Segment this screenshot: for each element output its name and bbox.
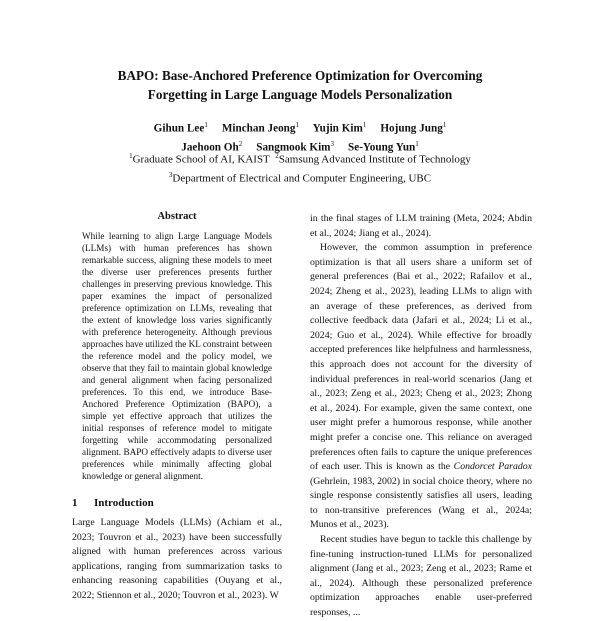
intro-paragraph-2 [310, 241, 532, 533]
affil-mark: 2 [275, 152, 279, 160]
abstract-text: While learning to align Large Language Models (LLMs) with human preferences has shown remarkable success, aligning these models to meet the diverse user preferences presents further challenges in preserving previous knowledge. This paper examines the impact of personalized preference optimization on LLMs, revealing that the extent of knowledge loss varies significantly with preference heterogeneity. Although previous approaches have utilized the KL constraint between the reference model and the policy model, we observe that they fail to maintain global knowledge and general alignment when facing personalized preferences. To this end, we introduce Base-Anchored Preference Optimization (BAPO), a simple yet effective approach that utilizes the initial responses of reference model to mitigate forgetting while accommodating personalized alignment. BAPO effectively adapts to diverse user preferences while minimally affecting global knowledge or general alignment. [82, 231, 272, 481]
intro-paragraph-continued: in the final stages of LLM training (Meta, 2024; Abdin et al., 2024; Jiang et al., 2024). [310, 213, 532, 239]
affiliations [40, 149, 560, 187]
title-line-1: BAPO: Base-Anchored Preference Optimization for Overcoming [117, 68, 483, 83]
paper-title [40, 66, 560, 104]
right-column [310, 212, 532, 621]
section-title: Introduction [94, 497, 154, 509]
title-line-2: Forgetting in Large Language Models Personalization [147, 87, 453, 102]
author-name: Jaehoon Oh [181, 141, 239, 154]
author-affil-mark: 3 [330, 140, 335, 149]
author-name: Minchan Jeong [221, 122, 296, 135]
author-name: Yujin Kim [312, 122, 363, 135]
author-name: Sangmook Kim [256, 141, 331, 154]
author-affil-mark: 1 [204, 121, 208, 129]
left-column [72, 210, 282, 604]
author-affil-mark: 2 [238, 140, 243, 149]
authors-line-1 [40, 118, 560, 137]
affil-mark: 1 [129, 152, 133, 160]
paragraph-text: However, the common assumption in preference optimization is that all users share a uniform set of general preferences (Bai et al., 2022; Rafailov et al., 2024; Zheng et al., 2023), leading LLMs to align with an average of these preferences, as derived from collective feedback data (Jafari et al., 2024; Li et al., 2024; Guo et al., 2024). While effective for broadly accepted preferences like helpfulness and harmlessness, this approach does not account for the diversity of individual preferences in real-world scenarios (Jang et al., 2023; Zeng et al., 2023; Cheng et al., 2023; Zhong et al., 2024). For example, given the same context, one user might prefer a humorous response, while another might prefer a concise one. This reliance on averaged preferences often fails to capture the unique preferences of each user. This is known as the [310, 242, 532, 473]
affiliation-ubc: Department of Electrical and Computer Engineering, UBC [172, 172, 432, 185]
affiliation-line-1 [40, 149, 560, 168]
affil-mark: 3 [168, 171, 173, 180]
author-name: Hojung Jung [380, 122, 443, 135]
author-affil-mark: 1 [442, 121, 447, 129]
author-affil-mark: 1 [295, 121, 299, 129]
intro-paragraph-1: Large Language Models (LLMs) (Achiam et al., 2023; Touvron et al., 2023) have been successfully aligned with human preferences across various applications, ranging from summarization tasks to enhancing reasoning capabilities (Ouyang et al., 2022; Stiennon et al., 2020; Touvron et al., 2023). W [72, 517, 282, 601]
author-name: Gihun Lee [153, 122, 205, 135]
affiliation-samsung: Samsung Advanced Institute of Technology [278, 153, 471, 166]
author-affil-mark: 1 [362, 121, 367, 129]
author-name: Se-Young Yun [348, 141, 416, 154]
author-affil-mark: 1 [415, 140, 419, 149]
paragraph-text: (Gehrlein, 1983, 2002) in social choice theory, where no single response consistently satisfies all users, leading to non-transitive preferences (Wang et al., 2024a; Munos et al., 2023). [310, 475, 532, 531]
affiliation-kaist: Graduate School of AI, KAIST [132, 153, 270, 166]
affiliation-line-2 [40, 168, 560, 187]
section-heading-introduction [72, 496, 282, 510]
italic-term: Condorcet Paradox [453, 461, 532, 473]
section-number: 1 [72, 497, 78, 509]
intro-paragraph-3: Recent studies have begun to tackle this challenge by fine-tuning instruction-tuned LLMs for personalized alignment (Jang et al., 2023; Zeng et al., 2023; Rame et al., 2024). Although these personalized preference optimization approaches enable user-preferred responses, ... [310, 534, 532, 619]
abstract-heading: Abstract [157, 211, 197, 222]
